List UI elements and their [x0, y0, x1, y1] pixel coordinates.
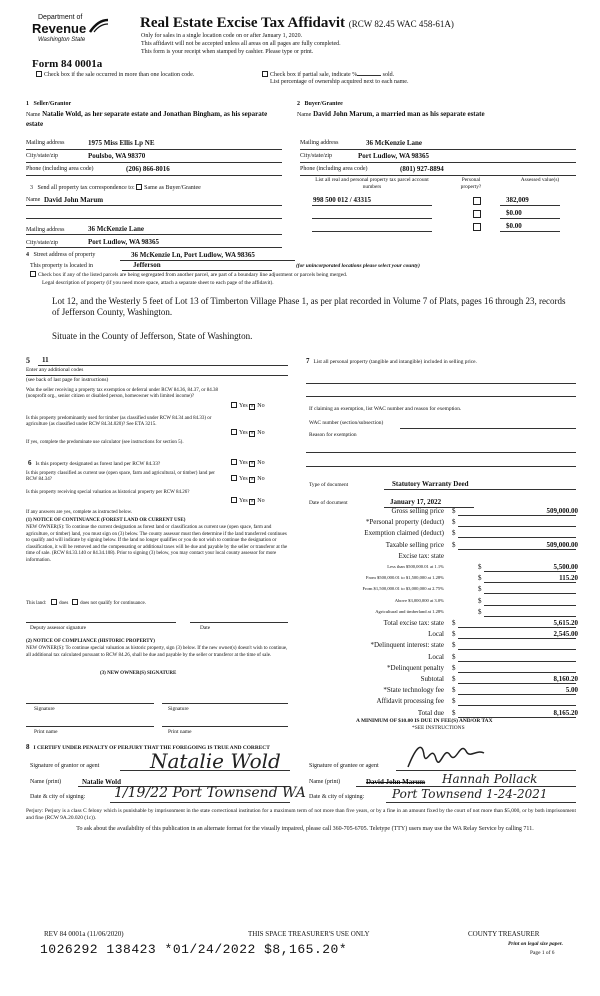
dollar-sign: $	[452, 675, 456, 683]
section5-q1: Was the seller receiving a property tax exemption or deferral under RCW 84.36, 84.37, or 84.38 (nonprofit org., senior citizen or disabled person, homeowner with limited income)?	[26, 388, 218, 399]
alternate-format-notice: To ask about the availability of this publication in an alternate format for the visually impaired, please call 360-705-6705. Teletype (TTY) users may use the WA Relay Service by calling 711.	[76, 826, 534, 832]
wac-label: WAC number (section/subsection)	[309, 420, 384, 426]
tax-row-value: 509,000.00	[546, 540, 578, 549]
section3-name-value: David John Marum	[44, 196, 104, 204]
notice1-title: (1) NOTICE OF CONTINUANCE (FOREST LAND OR CURRENT USE)	[26, 518, 186, 523]
notice1-text: NEW OWNER(S): To continue the current designation as forest land or classification as current use (open space, farm and agriculture, or timber) land, you must sign on (3) below. The county assessor must then determine if the land transferred continues to qualify and will indicate by signing below. If the land no longer qualifies or you do not wish to continue the designation or classification, it will be removed and the compensating or additional taxes will be due and payable by the seller or transferor at the time of sale. (RCW 84.33.140 or 84.34.108). Prior to signing (3) below, you may contact your local county assessor for more information.	[26, 525, 288, 563]
dollar-sign: $	[452, 630, 456, 639]
legal-size-note: Print on legal size paper.	[508, 941, 563, 947]
grantor-sig-label: Signature of grantor or agent	[30, 763, 100, 769]
dollar-sign: $	[452, 507, 456, 515]
section6-q3: Is this property receiving special valuation as historical property per RCW 84.26?	[26, 490, 190, 495]
seller-mail-value: 1975 Miss Ellis Lp NE	[88, 139, 155, 147]
logo-line2: Revenue	[32, 21, 87, 36]
no-checkbox-checked[interactable]: ×	[250, 431, 254, 437]
section5-see-back: (see back of last page for instructions)	[26, 377, 109, 383]
no-checkbox-checked[interactable]: ×	[250, 404, 254, 410]
buyer-phone-label: Phone (including area code)	[300, 166, 368, 172]
legal-description-label: Legal description of property (if you need more space, attach a separate sheet to each page of the affidavit).	[42, 280, 274, 286]
dollar-sign: $	[452, 708, 456, 717]
tax-row-label: From $500,000.01 to $1,500,000 at 1.28%	[365, 575, 444, 581]
section3-city-label: City/state/zip	[26, 240, 58, 246]
grantee-date-value: Port Townsend 1-24-2021	[392, 787, 548, 801]
tax-row-label: Local	[428, 630, 444, 639]
notice2-title: (2) NOTICE OF COMPLIANCE (HISTORIC PROPERTY)	[26, 639, 155, 644]
section5-number: 5	[26, 356, 30, 365]
section6-q1-answer[interactable]: Yes × No	[231, 459, 265, 467]
section1-heading: 1 Seller/Grantor	[26, 101, 72, 107]
notice2-text: NEW OWNER(S): To continue special valuation as historic property, sign (3) below. If the new owner(s) doesn't wish to continue, all additional tax calculated pursuant to RCW 84.26, shall be due and payable by the seller or transferor at the time of sale.	[26, 646, 288, 658]
tax-row-label: *Delinquent interest: state	[370, 641, 444, 650]
does-not-checkbox[interactable]	[72, 599, 78, 605]
seller-city-label: City/state/zip	[26, 153, 58, 159]
tax-row-label: Above $3,000,000 at 3.0%	[394, 597, 444, 603]
section3-city-value: Port Ludlow, WA 98365	[88, 238, 160, 246]
dollar-sign: $	[478, 596, 482, 605]
buyer-mail-label: Mailing address	[300, 140, 339, 146]
buyer-city-value: Port Ludlow, WA 98365	[358, 152, 430, 160]
header-note1: Only for sales in a single location code on or after January 1, 2020.	[141, 33, 303, 39]
tax-row-value: 2,545.00	[553, 630, 578, 639]
grantee-name-label: Name (print)	[309, 779, 341, 785]
section3-name-label: Name	[26, 197, 41, 203]
partial-sale-check[interactable]	[262, 71, 394, 78]
tax-row-label: *State technology fee	[383, 686, 444, 695]
this-land-row: This land: does does not qualify for continuance.	[26, 601, 147, 606]
new-owner-sig-title: (3) NEW OWNER(S) SIGNATURE	[100, 671, 177, 676]
multi-location-label: Check box if the sale occurred in more than one location code.	[44, 72, 195, 78]
tax-row-label: *Personal property (deduct)	[365, 518, 444, 527]
personal-property-checkbox[interactable]	[473, 197, 481, 205]
dollar-sign: $	[452, 518, 456, 527]
yes-checkbox[interactable]	[231, 459, 237, 465]
sold-label: sold.	[382, 72, 395, 78]
grantee-name-handwritten: Hannah Pollack	[442, 772, 538, 786]
parcels-col1-header: List all real and personal property tax parcel account numbers	[315, 177, 429, 190]
personal-property-checkbox[interactable]	[473, 223, 481, 231]
assessed-value: $0.00	[506, 209, 522, 217]
treasurer-use: THIS SPACE TREASURER'S USE ONLY	[248, 930, 370, 938]
logo-swoosh-icon	[88, 18, 110, 34]
form-number: Form 84 0001a	[32, 58, 103, 70]
seller-mail-label: Mailing address	[26, 140, 65, 146]
section5-q1-answer[interactable]: Yes × No	[231, 402, 265, 410]
section6-q4: If any answers are yes, complete as instructed below.	[26, 510, 133, 515]
seller-phone-label: Phone (including area code)	[26, 166, 94, 172]
section4-street-label: 4 Street address of property	[26, 252, 96, 258]
county-treasurer: COUNTY TREASURER	[468, 930, 540, 938]
dollar-sign: $	[478, 607, 482, 616]
yes-checkbox[interactable]	[231, 497, 237, 503]
owner-signature-label-2: Signature	[168, 706, 189, 712]
certify-statement: 8 I CERTIFY UNDER PENALTY OF PERJURY THAT THE FOREGOING IS TRUE AND CORRECT	[26, 743, 270, 751]
tax-row-label: From $1,500,000.01 to $3,000,000 at 2.75%	[362, 586, 444, 592]
type-of-document-label: Type of document	[309, 482, 349, 488]
section4-located-label: This property is located in	[30, 263, 93, 269]
tax-row-label: Total excise tax: state	[383, 619, 444, 627]
section4-street-value: 36 McKenzie Ln, Port Ludlow, WA 98365	[131, 251, 255, 259]
no-checkbox-checked[interactable]: ×	[250, 477, 254, 483]
dollar-sign: $	[452, 540, 456, 549]
yes-checkbox[interactable]	[231, 475, 237, 481]
tax-row-value: 5,615.20	[553, 619, 578, 627]
section4-located-value: Jefferson	[133, 261, 161, 269]
see-instructions-note: *SEE INSTRUCTIONS	[412, 725, 465, 731]
tax-row-label: Exemption claimed (deduct)	[364, 529, 444, 538]
same-as-buyer-checkbox[interactable]	[136, 184, 142, 190]
section5-q2-answer[interactable]: Yes × No	[231, 429, 265, 437]
tax-row-label: *Delinquent penalty	[387, 663, 444, 672]
assessed-value: $0.00	[506, 222, 522, 230]
checkbox-icon[interactable]	[36, 71, 42, 77]
tax-row-value: 8,160.20	[553, 675, 578, 683]
header-note3: This form is your receipt when stamped by cashier. Please type or print.	[141, 49, 314, 55]
dor-logo	[30, 14, 110, 56]
seller-phone-value: (206) 866-8016	[126, 165, 170, 173]
section3-mail-value: 36 McKenzie Lane	[88, 225, 144, 233]
section3-mail-label: Mailing address	[26, 227, 65, 233]
personal-property-checkbox[interactable]	[473, 210, 481, 218]
tax-row-value: 8,165.20	[553, 708, 578, 717]
does-checkbox[interactable]	[51, 599, 57, 605]
partial-sale-label: Check box if partial sale, indicate %	[270, 72, 358, 78]
parcel-number: 998 500 012 / 43315	[313, 196, 371, 204]
parcels-col3-header: Assessed value(s)	[520, 177, 560, 183]
section2-heading: 2 Buyer/Grantee	[297, 101, 343, 107]
form-title-text: Real Estate Excise Tax Affidavit	[140, 15, 345, 31]
tax-row-label: Gross selling price	[391, 507, 444, 515]
tax-row-label: Agricultural and timberland at 1.28%	[375, 608, 444, 614]
multi-location-check[interactable]	[36, 71, 194, 78]
revision-code: REV 84 0001a (11/06/2020)	[44, 930, 124, 938]
dollar-sign: $	[452, 529, 456, 538]
section6-q2-answer[interactable]: Yes × No	[231, 475, 265, 483]
tax-row-label: Taxable selling price	[385, 540, 444, 549]
dollar-sign: $	[452, 697, 456, 706]
grantor-date-value: 1/19/22 Port Townsend WA	[114, 785, 306, 801]
exemption-label: If claiming an exemption, list WAC number and reason for exemption.	[309, 406, 462, 412]
seller-city-value: Poulsbo, WA 98370	[88, 152, 146, 160]
page-number: Page 1 of 6	[530, 950, 555, 956]
dollar-sign: $	[452, 686, 456, 695]
reason-label: Reason for exemption	[309, 432, 357, 438]
cashier-stamp: 1026292 138423 *01/24/2022 $8,165.20*	[40, 942, 348, 957]
yes-checkbox[interactable]	[231, 429, 237, 435]
deputy-assessor-label: Deputy assessor signature	[30, 625, 86, 631]
tax-row-value: 5,500.00	[553, 563, 578, 571]
buyer-city-label: City/state/zip	[300, 153, 332, 159]
tax-row-label: Total due	[417, 708, 444, 717]
yes-checkbox[interactable]	[231, 402, 237, 408]
section5-enter-codes: Enter any additional codes	[26, 367, 84, 373]
grantee-signature	[404, 737, 494, 775]
section6-q3-answer[interactable]: Yes × No	[231, 497, 265, 505]
section5-code: 11	[42, 356, 49, 364]
logo-line1: Department of	[38, 14, 83, 21]
section6-q1: 6 Is this property designated as forest land per RCW 84.33?	[28, 459, 161, 467]
section4-located-note: (for unincorporated locations please select your county)	[296, 263, 420, 269]
tax-row-label: Excise tax: state	[398, 551, 444, 560]
logo-line3: Washington State	[38, 37, 86, 43]
dollar-sign: $	[452, 663, 456, 672]
header-note2: This affidavit will not be accepted unless all areas on all pages are fully completed.	[141, 41, 341, 47]
seller-name: Name Natalie Wold, as her separate estate and Jonathan Bingham, as his separate estate	[26, 110, 268, 128]
parcels-col2-header: Personal property?	[460, 177, 482, 190]
print-name-label-2: Print name	[168, 729, 192, 735]
tax-row-value: 115.20	[559, 574, 578, 583]
grantor-date-label: Date & city of signing:	[30, 794, 86, 800]
checkbox-icon[interactable]	[30, 271, 36, 277]
segregated-check[interactable]: Check box if any of the listed parcels are being segregated from another parcel, are part of a boundary line adjustment or parcels being merged.	[30, 271, 347, 278]
tax-row-label: Affidavit processing fee	[376, 697, 444, 706]
grantor-name-value: Natalie Wold	[82, 778, 121, 786]
minimum-due-note: A MINIMUM OF $10.00 IS DUE IN FEE(S) AND/OR TAX	[356, 718, 493, 724]
date-of-document-value: January 17, 2022	[390, 498, 442, 506]
type-of-document-value: Statutory Warranty Deed	[392, 480, 469, 488]
dollar-sign: $	[452, 652, 456, 661]
section7-text: 7 List all personal property (tangible and intangible) included in selling price.	[306, 357, 477, 365]
dollar-sign: $	[478, 585, 482, 594]
no-checkbox-checked[interactable]: ×	[250, 499, 254, 505]
section5-q3: If yes, complete the predominate use calculator (see instructions for section 5).	[26, 440, 184, 445]
dollar-sign: $	[452, 619, 456, 627]
tax-row-label: Local	[428, 652, 444, 661]
list-percentage-note: List percentage of ownership acquired next to each name.	[270, 79, 409, 85]
deputy-date-label: Date	[200, 625, 211, 631]
checkbox-icon[interactable]	[262, 71, 268, 77]
dollar-sign: $	[452, 641, 456, 650]
buyer-phone-value: (801) 927-8894	[400, 165, 444, 173]
owner-signature-label: Signature	[34, 706, 55, 712]
print-name-label: Print name	[34, 729, 58, 735]
perjury-notice: Perjury: Perjury is a class C felony which is punishable by imprisonment in the state correctional institution for a maximum term of not more than five years, or by a fine in an amount fixed by the court of not more than $5,000, or by both imprisonment and fine (RCW 9A.20.020 (1c)).	[26, 808, 576, 821]
section6-q2: Is this property classified as current use (open space, farm and agricultural, or timber) land per RCW 84.34?	[26, 471, 215, 482]
form-title-ref: (RCW 82.45 WAC 458-61A)	[348, 19, 454, 29]
grantor-name-label: Name (print)	[30, 779, 62, 785]
tax-row-value: 509,000.00	[546, 507, 578, 515]
grantee-date-label: Date & city of signing:	[309, 794, 365, 800]
tax-row-value: 5.00	[565, 686, 578, 695]
section3-label: 3 Send all property tax correspondence to: Same as Buyer/Grantee	[30, 185, 201, 191]
grantee-name-struck: David John Marum	[366, 778, 426, 786]
grantor-signature: Natalie Wold	[150, 749, 281, 773]
date-of-document-label: Date of document	[309, 500, 348, 506]
assessed-value: 382,009	[506, 196, 529, 204]
section5-q2: Is this property predominantly used for timber (as classified under RCW 84.34 and 84.33) or agriculture (as classified under RCW 84.34.020)? See ETA 3215.	[26, 416, 212, 427]
buyer-mail-value: 36 McKenzie Lane	[366, 139, 422, 147]
form-title	[140, 15, 454, 32]
dollar-sign: $	[478, 563, 482, 571]
grantee-sig-label: Signature of grantee or agent	[309, 763, 379, 769]
dollar-sign: $	[478, 574, 482, 583]
tax-row-label: Subtotal	[420, 675, 444, 683]
no-checkbox-checked[interactable]: ×	[250, 461, 254, 467]
legal-description-text: Lot 12, and the Westerly 5 feet of Lot 13 of Timberton Village Phase 1, as per plat recorded in Volume 7 of Plats, pages 16 through 23, records of Jefferson County, Washington.	[52, 296, 566, 317]
situate-text: Situate in the County of Jefferson, State of Washington.	[52, 331, 253, 341]
buyer-name: Name David John Marum, a married man as his separate estate	[297, 110, 485, 118]
tax-row-label: Less than $500,000.01 at 1.1%	[387, 564, 444, 569]
